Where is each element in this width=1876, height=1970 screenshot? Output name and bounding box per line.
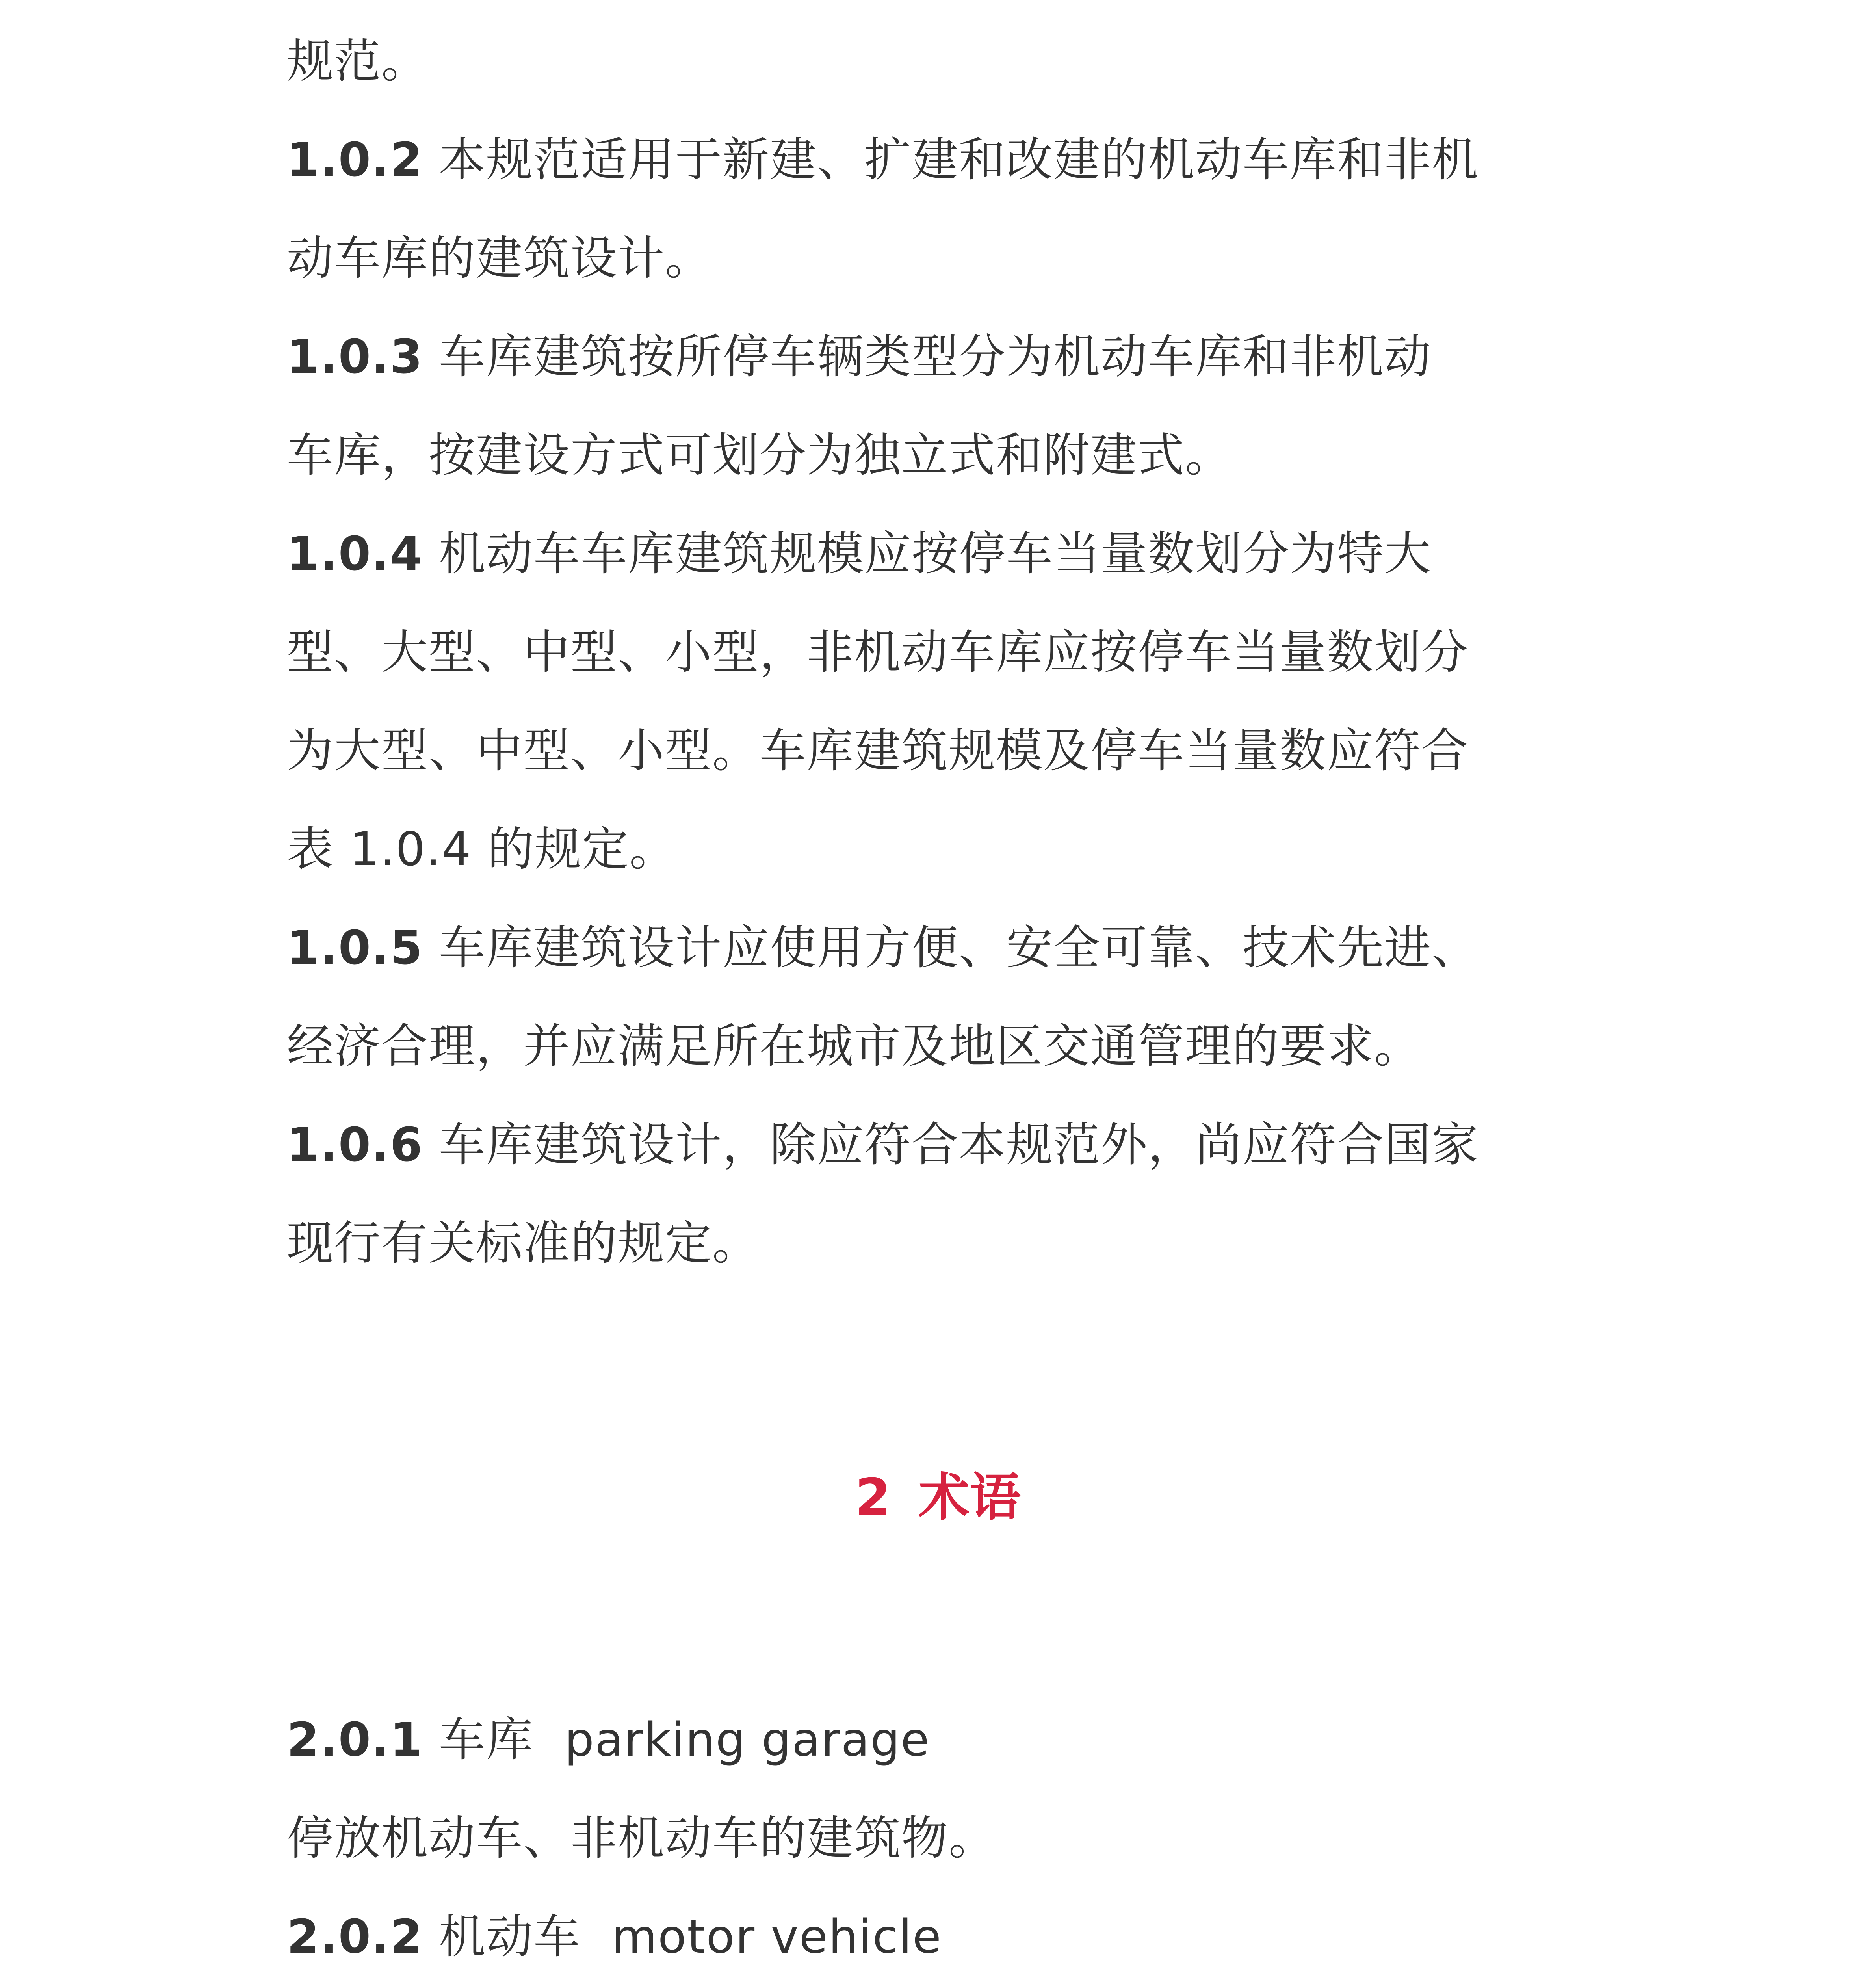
clause-text: 车库建筑按所停车辆类型分为机动车库和非机动	[438, 329, 1432, 384]
paragraph-line: 车库，按建设方式可划分为独立式和附建式。	[287, 428, 1233, 482]
term-2-0-1	[287, 1710, 1607, 1769]
term-definition: 停放机动车、非机动车的建筑物。	[287, 1811, 996, 1865]
clause-1-0-6	[287, 1115, 1607, 1174]
paragraph-line: 为大型、中型、小型。车库建筑规模及停车当量数应符合	[287, 723, 1469, 778]
section-title: 术语	[918, 1467, 1021, 1527]
clause-1-0-2	[287, 130, 1607, 189]
clause-1-0-4	[287, 524, 1607, 583]
paragraph-line: 经济合理，并应满足所在城市及地区交通管理的要求。	[287, 1019, 1422, 1073]
paragraph-line: 型、大型、中型、小型，非机动车库应按停车当量数划分	[287, 625, 1469, 679]
term-name: 车库 parking garage	[438, 1712, 930, 1767]
clause-1-0-5	[287, 918, 1607, 977]
clause-number: 1.0.2	[287, 132, 423, 187]
clause-text: 车库建筑设计应使用方便、安全可靠、技术先进、	[438, 920, 1479, 975]
clause-number: 1.0.3	[287, 329, 423, 384]
clause-text: 车库建筑设计，除应符合本规范外，尚应符合国家	[438, 1117, 1479, 1172]
paragraph-line: 动车库的建筑设计。	[287, 231, 713, 285]
paragraph-line: 规范。	[287, 34, 429, 88]
paragraph-line: 表 1.0.4 的规定。	[287, 822, 677, 876]
term-2-0-2	[287, 1907, 1607, 1966]
clause-number: 1.0.4	[287, 526, 423, 581]
section-number: 2	[855, 1467, 891, 1527]
clause-text: 机动车车库建筑规模应按停车当量数划分为特大	[438, 526, 1432, 581]
paragraph-line: 现行有关标准的规定。	[287, 1216, 760, 1270]
clause-number: 1.0.5	[287, 920, 423, 975]
term-name: 机动车 motor vehicle	[438, 1909, 942, 1964]
section-heading	[0, 1466, 1876, 1529]
term-number: 2.0.2	[287, 1909, 423, 1964]
term-number: 2.0.1	[287, 1712, 423, 1767]
clause-text: 本规范适用于新建、扩建和改建的机动车库和非机	[438, 132, 1479, 187]
clause-1-0-3	[287, 327, 1607, 386]
clause-number: 1.0.6	[287, 1117, 423, 1172]
